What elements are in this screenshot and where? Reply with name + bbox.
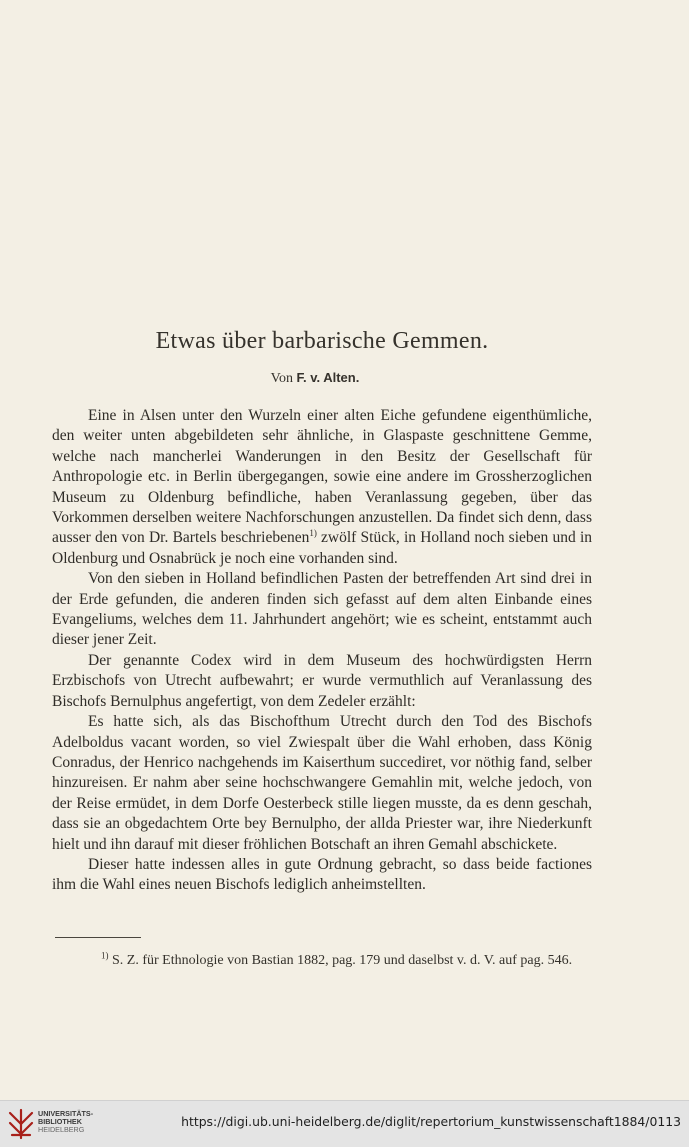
footnote-reference: 1) <box>309 528 317 539</box>
library-name-line-3: HEIDELBERG <box>38 1125 85 1134</box>
footnote-mark: 1) <box>101 950 109 961</box>
article-author <box>0 370 630 387</box>
footnote-text: S. Z. für Ethnologie von Bastian 1882, pag. 179 und daselbst v. d. V. auf pag. 546. <box>108 953 573 968</box>
viewer-footer-bar <box>0 1100 689 1147</box>
paragraph-2: Von den sieben in Holland befindlichen Pasten der betreffenden Art sind drei in der Erde gefunden, die anderen finden sich gefasst auf dem alten Einbande eines Evangeliums, welches dem 11. Jahrhundert angehört; wie es scheint, entstammt auch dieser jener Zeit. <box>52 570 592 649</box>
paragraph-4: Es hatte sich, als das Bischofthum Utrecht durch den Tod des Bischofs Adelboldus vacant worden, so viel Zwiespalt über die Wahl erhoben, dass König Conradus, der Henrico nachgehends im Kaiserthum succediret, vor nöthig fand, selber hinzureisen. Er nahm aber seine hochschwangere Gemahlin mit, welche jedoch, von der Reise ermüdet, in dem Dorfe Oesterbeck stille liegen musste, da es denn geschah, dass sie an obgedachtem Orte bey Bernulpho, der allda Priester war, ihre Niederkunft hielt und ihn darauf mit dieser fröhlichen Botschaft an ihren Gemahl abschickete. <box>52 713 592 853</box>
paragraph-1-text-continued: zwölf Stück, in Holland noch sieben und in Oldenburg und Osnabrück je noch eine vorhanden sind. <box>52 529 593 567</box>
article-title: Etwas über barbarische Gemmen. <box>155 328 489 354</box>
paragraph-5: Dieser hatte indessen alles in gute Ordnung gebracht, so dass beide factiones ihm die Wahl eines neuen Bischofs lediglich anheimstellten. <box>52 855 592 894</box>
footnote <box>54 951 592 971</box>
permalink-url[interactable]: https://digi.ub.uni-heidelberg.de/diglit/repertorium_kunstwissenschaft1884/0113 <box>181 1114 681 1129</box>
library-name-line-1: UNIVERSITÄTS- <box>38 1109 94 1118</box>
paragraph-1-text: Eine in Alsen unter den Wurzeln einer alten Eiche gefundene eigenthümliche, den weiter unten abgebildeten sehr ähnliche, in Glaspaste geschnittene Gemme, welche nach mancherlei Wanderungen in den Besitz der Gesellschaft für Anthropologie etc. in Berlin übergegangen, sowie eine andere im Grossherzoglichen Museum zu Oldenburg befindliche, haben Veranlassung gegeben, über das Vorkommen derselben weitere Nachforschungen anzustellen. Da findet sich denn, dass ausser den von Dr. Bartels beschriebenen <box>52 407 592 547</box>
article-body <box>52 406 592 896</box>
library-name <box>38 1110 93 1134</box>
author-name: F. v. Alten. <box>296 370 360 385</box>
footnote-line <box>54 951 592 971</box>
university-library-logo-icon <box>6 1107 36 1141</box>
paragraph-3: Der genannte Codex wird in dem Museum des hochwürdigsten Herrn Erzbischofs von Utrecht aufbewahrt; er wurde vermuthlich auf Veranlassung des Bischofs Bernulphus angefertigt, von dem Zedeler erzählt: <box>52 651 592 710</box>
footnote-divider <box>55 937 141 938</box>
paragraph-1 <box>52 406 592 569</box>
author-prefix: Von <box>270 371 293 386</box>
library-name-line-2: BIBLIOTHEK <box>38 1117 82 1126</box>
